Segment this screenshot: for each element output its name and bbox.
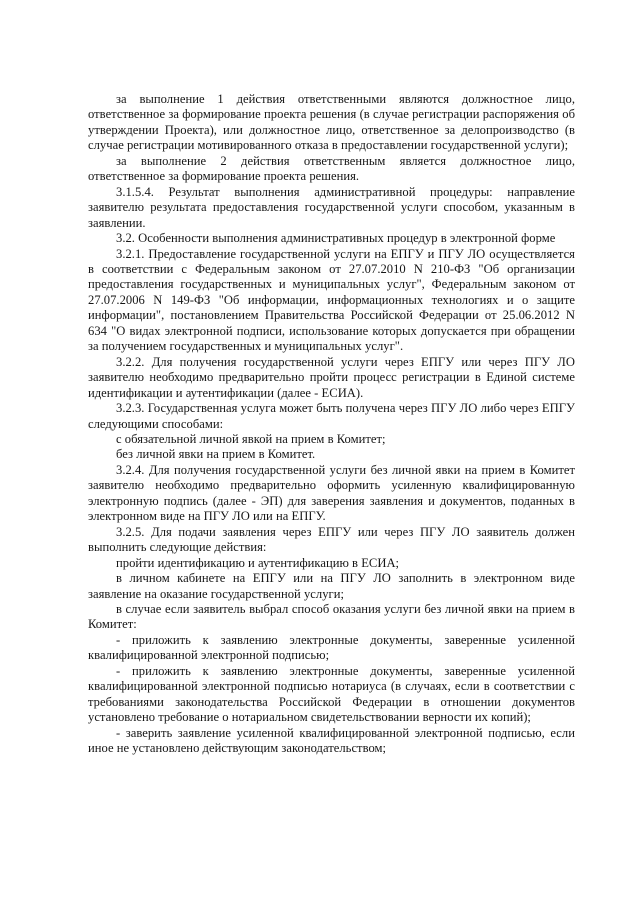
step-fill-application: в личном кабинете на ЕПГУ или на ПГУ ЛО заполнить в электронном виде заявление на оказание государственной услуги; xyxy=(88,571,575,601)
paragraph-3-2-1: 3.2.1. Предоставление государственной услуги на ЕПГУ и ПГУ ЛО осуществляется в соответствии с Федеральным законом от 27.07.2010 N 210-ФЗ "Об организации предоставления государственных и муниципальных услуг", Федеральным законом от 27.07.2006 N 149-ФЗ "Об информации, информационных технологиях и о защите информации", постановлением Правительства Российской Федерации от 25.06.2012 N 634 "О видах электронной подписи, использование которых допускается при обращении за получением государственных и муниципальных услуг". xyxy=(88,246,575,354)
list-item-without-visit: без личной явки на прием в Комитет. xyxy=(116,447,316,462)
paragraph-3-2-2: 3.2.2. Для получения государственной услуги через ЕПГУ или через ПГУ ЛО заявителю необходимо предварительно пройти процесс регистрации в Единой системе идентификации и аутентификации (далее - ЕСИА). xyxy=(88,354,575,400)
paragraph-3-2-3: 3.2.3. Государственная услуга может быть получена через ПГУ ЛО либо через ЕПГУ следующими способами: xyxy=(88,401,575,431)
section-heading-3-2: 3.2. Особенности выполнения административных процедур в электронной форме xyxy=(116,231,556,246)
paragraph-responsible-action-1: за выполнение 1 действия ответственными являются должностное лицо, ответственное за формирование проекта решения (в случае регистрации распоряжения об утверждении Проекта), или должностное лицо, ответственное за делопроизводство (в случае регистрации мотивированного отказа в предоставлении государственной услуги); xyxy=(88,92,575,153)
document-page xyxy=(88,92,575,756)
sub-step-attach-signed-docs: - приложить к заявлению электронные документы, заверенные усиленной квалифицированной электронной подписью; xyxy=(88,632,575,663)
paragraph-3-2-4: 3.2.4. Для получения государственной услуги без личной явки на прием в Комитет заявителю необходимо предварительно оформить усиленную квалифицированную электронную подпись (далее - ЭП) для заверения заявления и документов, поданных в электронном виде на ПГУ ЛО или на ЕПГУ. xyxy=(88,462,575,524)
list-item-with-visit: с обязательной личной явкой на прием в Комитет; xyxy=(116,431,386,446)
paragraph-responsible-action-2: за выполнение 2 действия ответственным является должностное лицо, ответственное за формирование проекта решения. xyxy=(88,153,575,184)
sub-step-attach-notary-docs: - приложить к заявлению электронные документы, заверенные усиленной квалифицированной электронной подписью нотариуса (в случаях, если в соответствии с требованиями законодательства Российской Федерации в отношении документов установлено требование о нотариальном свидетельствовании верности их копий); xyxy=(88,663,575,725)
paragraph-3-2-5: 3.2.5. Для подачи заявления через ЕПГУ или через ПГУ ЛО заявитель должен выполнить следующие действия: xyxy=(88,524,575,555)
step-esia-auth: пройти идентификацию и аутентификацию в ЕСИА; xyxy=(116,555,400,570)
sub-step-sign-application: - заверить заявление усиленной квалифицированной электронной подписью, если иное не установлено действующим законодательством; xyxy=(88,725,575,756)
paragraph-3-1-5-4: 3.1.5.4. Результат выполнения административной процедуры: направление заявителю результата предоставления государственной услуги способом, указанным в заявлении. xyxy=(88,184,575,230)
step-no-visit-condition: в случае если заявитель выбрал способ оказания услуги без личной явки на прием в Комитет: xyxy=(88,601,575,632)
